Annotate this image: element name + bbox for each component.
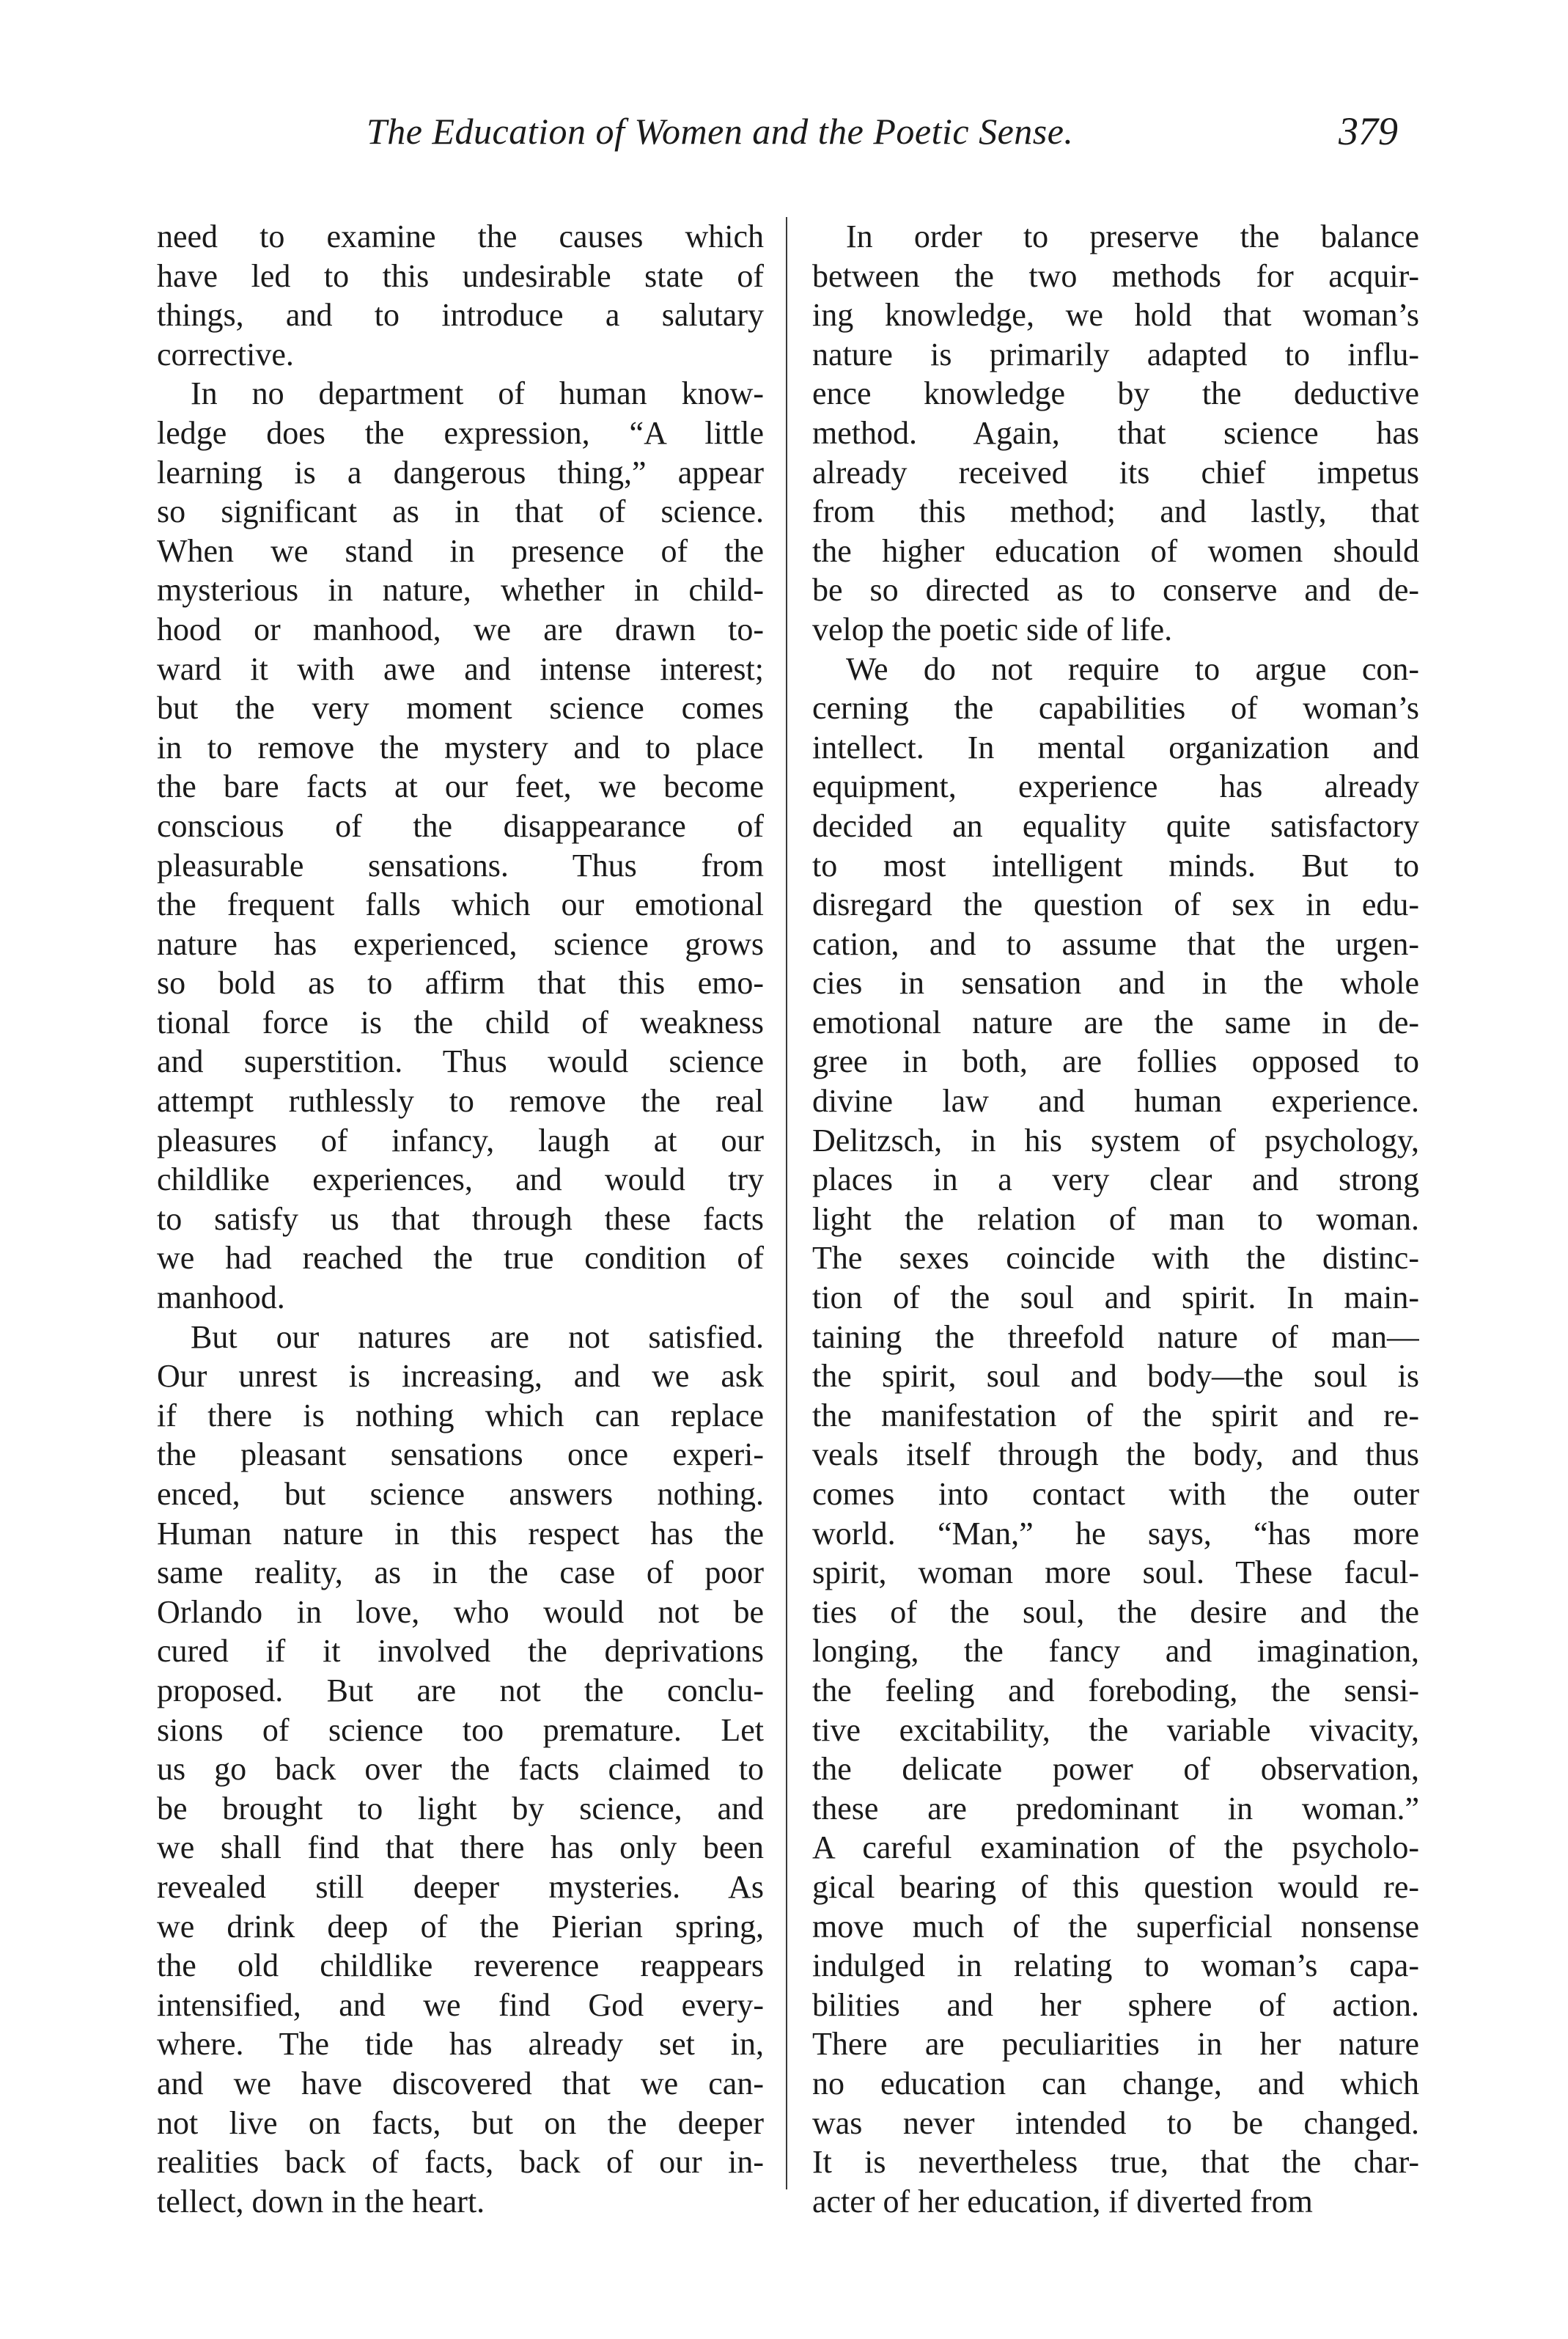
- text-line: not live on facts, but on the deeper: [157, 2104, 764, 2141]
- text-line: us go back over the facts claimed to: [157, 1751, 764, 1788]
- text-line: proposed. But are not the conclu-: [157, 1672, 764, 1708]
- text-line: When we stand in presence of the: [157, 532, 764, 569]
- left-column: [157, 217, 764, 2221]
- text-line: emotional nature are the same in de-: [812, 1004, 1419, 1040]
- text-line: In no department of human know-: [191, 375, 764, 412]
- text-line: so significant as in that of science.: [157, 493, 764, 530]
- text-line: equipment, experience has already: [812, 768, 1419, 805]
- text-line: intellect. In mental organization and: [812, 729, 1419, 765]
- text-line: same reality, as in the case of poor: [157, 1554, 764, 1591]
- text-line: world. “Man,” he says, “has more: [812, 1515, 1419, 1552]
- text-line: The sexes coincide with the distinc-: [812, 1240, 1419, 1277]
- text-line: divine law and human experience.: [812, 1083, 1419, 1120]
- text-line: corrective.: [157, 336, 294, 372]
- text-line: the higher education of women should: [812, 532, 1419, 569]
- text-line: learning is a dangerous thing,” appear: [157, 454, 764, 491]
- text-line: cerning the capabilities of woman’s: [812, 690, 1419, 727]
- text-line: There are peculiarities in her nature: [812, 2026, 1419, 2063]
- text-line: cies in sensation and in the whole: [812, 965, 1419, 1002]
- text-line: ing knowledge, we hold that woman’s: [812, 297, 1419, 334]
- text-line: where. The tide has already set in,: [157, 2026, 764, 2063]
- text-line: tional force is the child of weakness: [157, 1004, 764, 1040]
- text-line: ward it with awe and intense interest;: [157, 650, 764, 687]
- text-line: taining the threefold nature of man—: [812, 1318, 1419, 1355]
- text-line: between the two methods for acquir-: [812, 257, 1419, 294]
- text-line: and superstition. Thus would science: [157, 1043, 764, 1080]
- text-line: spirit, woman more soul. These facul-: [812, 1554, 1419, 1591]
- text-line: we shall find that there has only been: [157, 1829, 764, 1866]
- text-line: nature has experienced, science grows: [157, 925, 764, 962]
- text-line: light the relation of man to woman.: [812, 1200, 1419, 1237]
- text-line: be so directed as to conserve and de-: [812, 572, 1419, 609]
- text-line: sions of science too premature. Let: [157, 1711, 764, 1748]
- text-line: It is nevertheless true, that the char-: [812, 2144, 1419, 2181]
- text-line: ence knowledge by the deductive: [812, 375, 1419, 412]
- text-line: so bold as to affirm that this emo-: [157, 965, 764, 1002]
- text-line: nature is primarily adapted to influ-: [812, 336, 1419, 372]
- text-line: realities back of facts, back of our in-: [157, 2144, 764, 2181]
- text-line: the manifestation of the spirit and re-: [812, 1397, 1419, 1433]
- text-line: gree in both, are follies opposed to: [812, 1043, 1419, 1080]
- text-line: But our natures are not satisfied.: [191, 1318, 764, 1355]
- column-divider: [786, 217, 787, 2189]
- text-line: bilities and her sphere of action.: [812, 1986, 1419, 2023]
- text-line: enced, but science answers nothing.: [157, 1476, 764, 1512]
- text-line: places in a very clear and strong: [812, 1161, 1419, 1198]
- right-column: [812, 217, 1419, 2221]
- text-line: pleasures of infancy, laugh at our: [157, 1122, 764, 1159]
- text-line: need to examine the causes which: [157, 219, 764, 254]
- text-line: pleasurable sensations. Thus from: [157, 847, 764, 884]
- text-line: move much of the superficial nonsense: [812, 1908, 1419, 1945]
- text-line: manhood.: [157, 1279, 285, 1316]
- text-line: to satisfy us that through these facts: [157, 1200, 764, 1237]
- text-line: if there is nothing which can replace: [157, 1397, 764, 1433]
- text-line: revealed still deeper mysteries. As: [157, 1868, 764, 1905]
- text-line: no education can change, and which: [812, 2065, 1419, 2101]
- text-line: Delitzsch, in his system of psychology,: [812, 1122, 1419, 1159]
- text-line: the delicate power of observation,: [812, 1751, 1419, 1788]
- text-line: tion of the soul and spirit. In main-: [812, 1279, 1419, 1316]
- text-line: already received its chief impetus: [812, 454, 1419, 491]
- text-line: the bare facts at our feet, we become: [157, 768, 764, 805]
- text-line: childlike experiences, and would try: [157, 1161, 764, 1198]
- text-line: be brought to light by science, and: [157, 1790, 764, 1826]
- text-line: we had reached the true condition of: [157, 1240, 764, 1277]
- text-line: tive excitability, the variable vivacity,: [812, 1711, 1419, 1748]
- text-line: conscious of the disappearance of: [157, 807, 764, 844]
- text-line: the spirit, soul and body—the soul is: [812, 1358, 1419, 1395]
- text-line: cation, and to assume that the urgen-: [812, 925, 1419, 962]
- text-line: In order to preserve the balance: [846, 219, 1419, 254]
- text-line: indulged in relating to woman’s capa-: [812, 1947, 1419, 1984]
- text-line: to most intelligent minds. But to: [812, 847, 1419, 884]
- text-line: gical bearing of this question would re-: [812, 1868, 1419, 1905]
- text-line: comes into contact with the outer: [812, 1476, 1419, 1512]
- text-line: cured if it involved the deprivations: [157, 1633, 764, 1670]
- text-line: disregard the question of sex in edu-: [812, 886, 1419, 923]
- text-line: attempt ruthlessly to remove the real: [157, 1083, 764, 1120]
- text-line: but the very moment science comes: [157, 690, 764, 727]
- text-line: have led to this undesirable state of: [157, 257, 764, 294]
- text-line: the pleasant sensations once experi-: [157, 1436, 764, 1473]
- text-line: acter of her education, if diverted from: [812, 2183, 1313, 2219]
- text-line: these are predominant in woman.”: [812, 1790, 1419, 1826]
- text-line: the old childlike reverence reappears: [157, 1947, 764, 1984]
- text-line: A careful examination of the psycholo-: [812, 1829, 1419, 1866]
- text-line: We do not require to argue con-: [846, 650, 1419, 687]
- text-line: intensified, and we find God every-: [157, 1986, 764, 2023]
- text-line: Orlando in love, who would not be: [157, 1593, 764, 1630]
- text-line: tellect, down in the heart.: [157, 2183, 485, 2219]
- running-title: The Education of Women and the Poetic Sense.: [367, 111, 1074, 152]
- text-line: things, and to introduce a salutary: [157, 297, 764, 334]
- text-line: decided an equality quite satisfactory: [812, 807, 1419, 844]
- page-number: 379: [1339, 109, 1398, 153]
- text-line: we drink deep of the Pierian spring,: [157, 1908, 764, 1945]
- text-line: Human nature in this respect has the: [157, 1515, 764, 1552]
- text-line: in to remove the mystery and to place: [157, 729, 764, 765]
- text-line: mysterious in nature, whether in child-: [157, 572, 764, 609]
- text-line: was never intended to be changed.: [812, 2104, 1419, 2141]
- text-line: veals itself through the body, and thus: [812, 1436, 1419, 1473]
- text-line: Our unrest is increasing, and we ask: [157, 1358, 764, 1395]
- text-line: longing, the fancy and imagination,: [812, 1633, 1419, 1670]
- text-line: method. Again, that science has: [812, 414, 1419, 451]
- text-line: velop the poetic side of life.: [812, 611, 1173, 647]
- text-line: from this method; and lastly, that: [812, 493, 1419, 530]
- text-line: hood or manhood, we are drawn to-: [157, 611, 764, 647]
- text-line: ledge does the expression, “A little: [157, 414, 764, 451]
- text-line: ties of the soul, the desire and the: [812, 1593, 1419, 1630]
- text-line: and we have discovered that we can-: [157, 2065, 764, 2101]
- text-line: the frequent falls which our emotional: [157, 886, 764, 923]
- text-line: the feeling and foreboding, the sensi-: [812, 1672, 1419, 1708]
